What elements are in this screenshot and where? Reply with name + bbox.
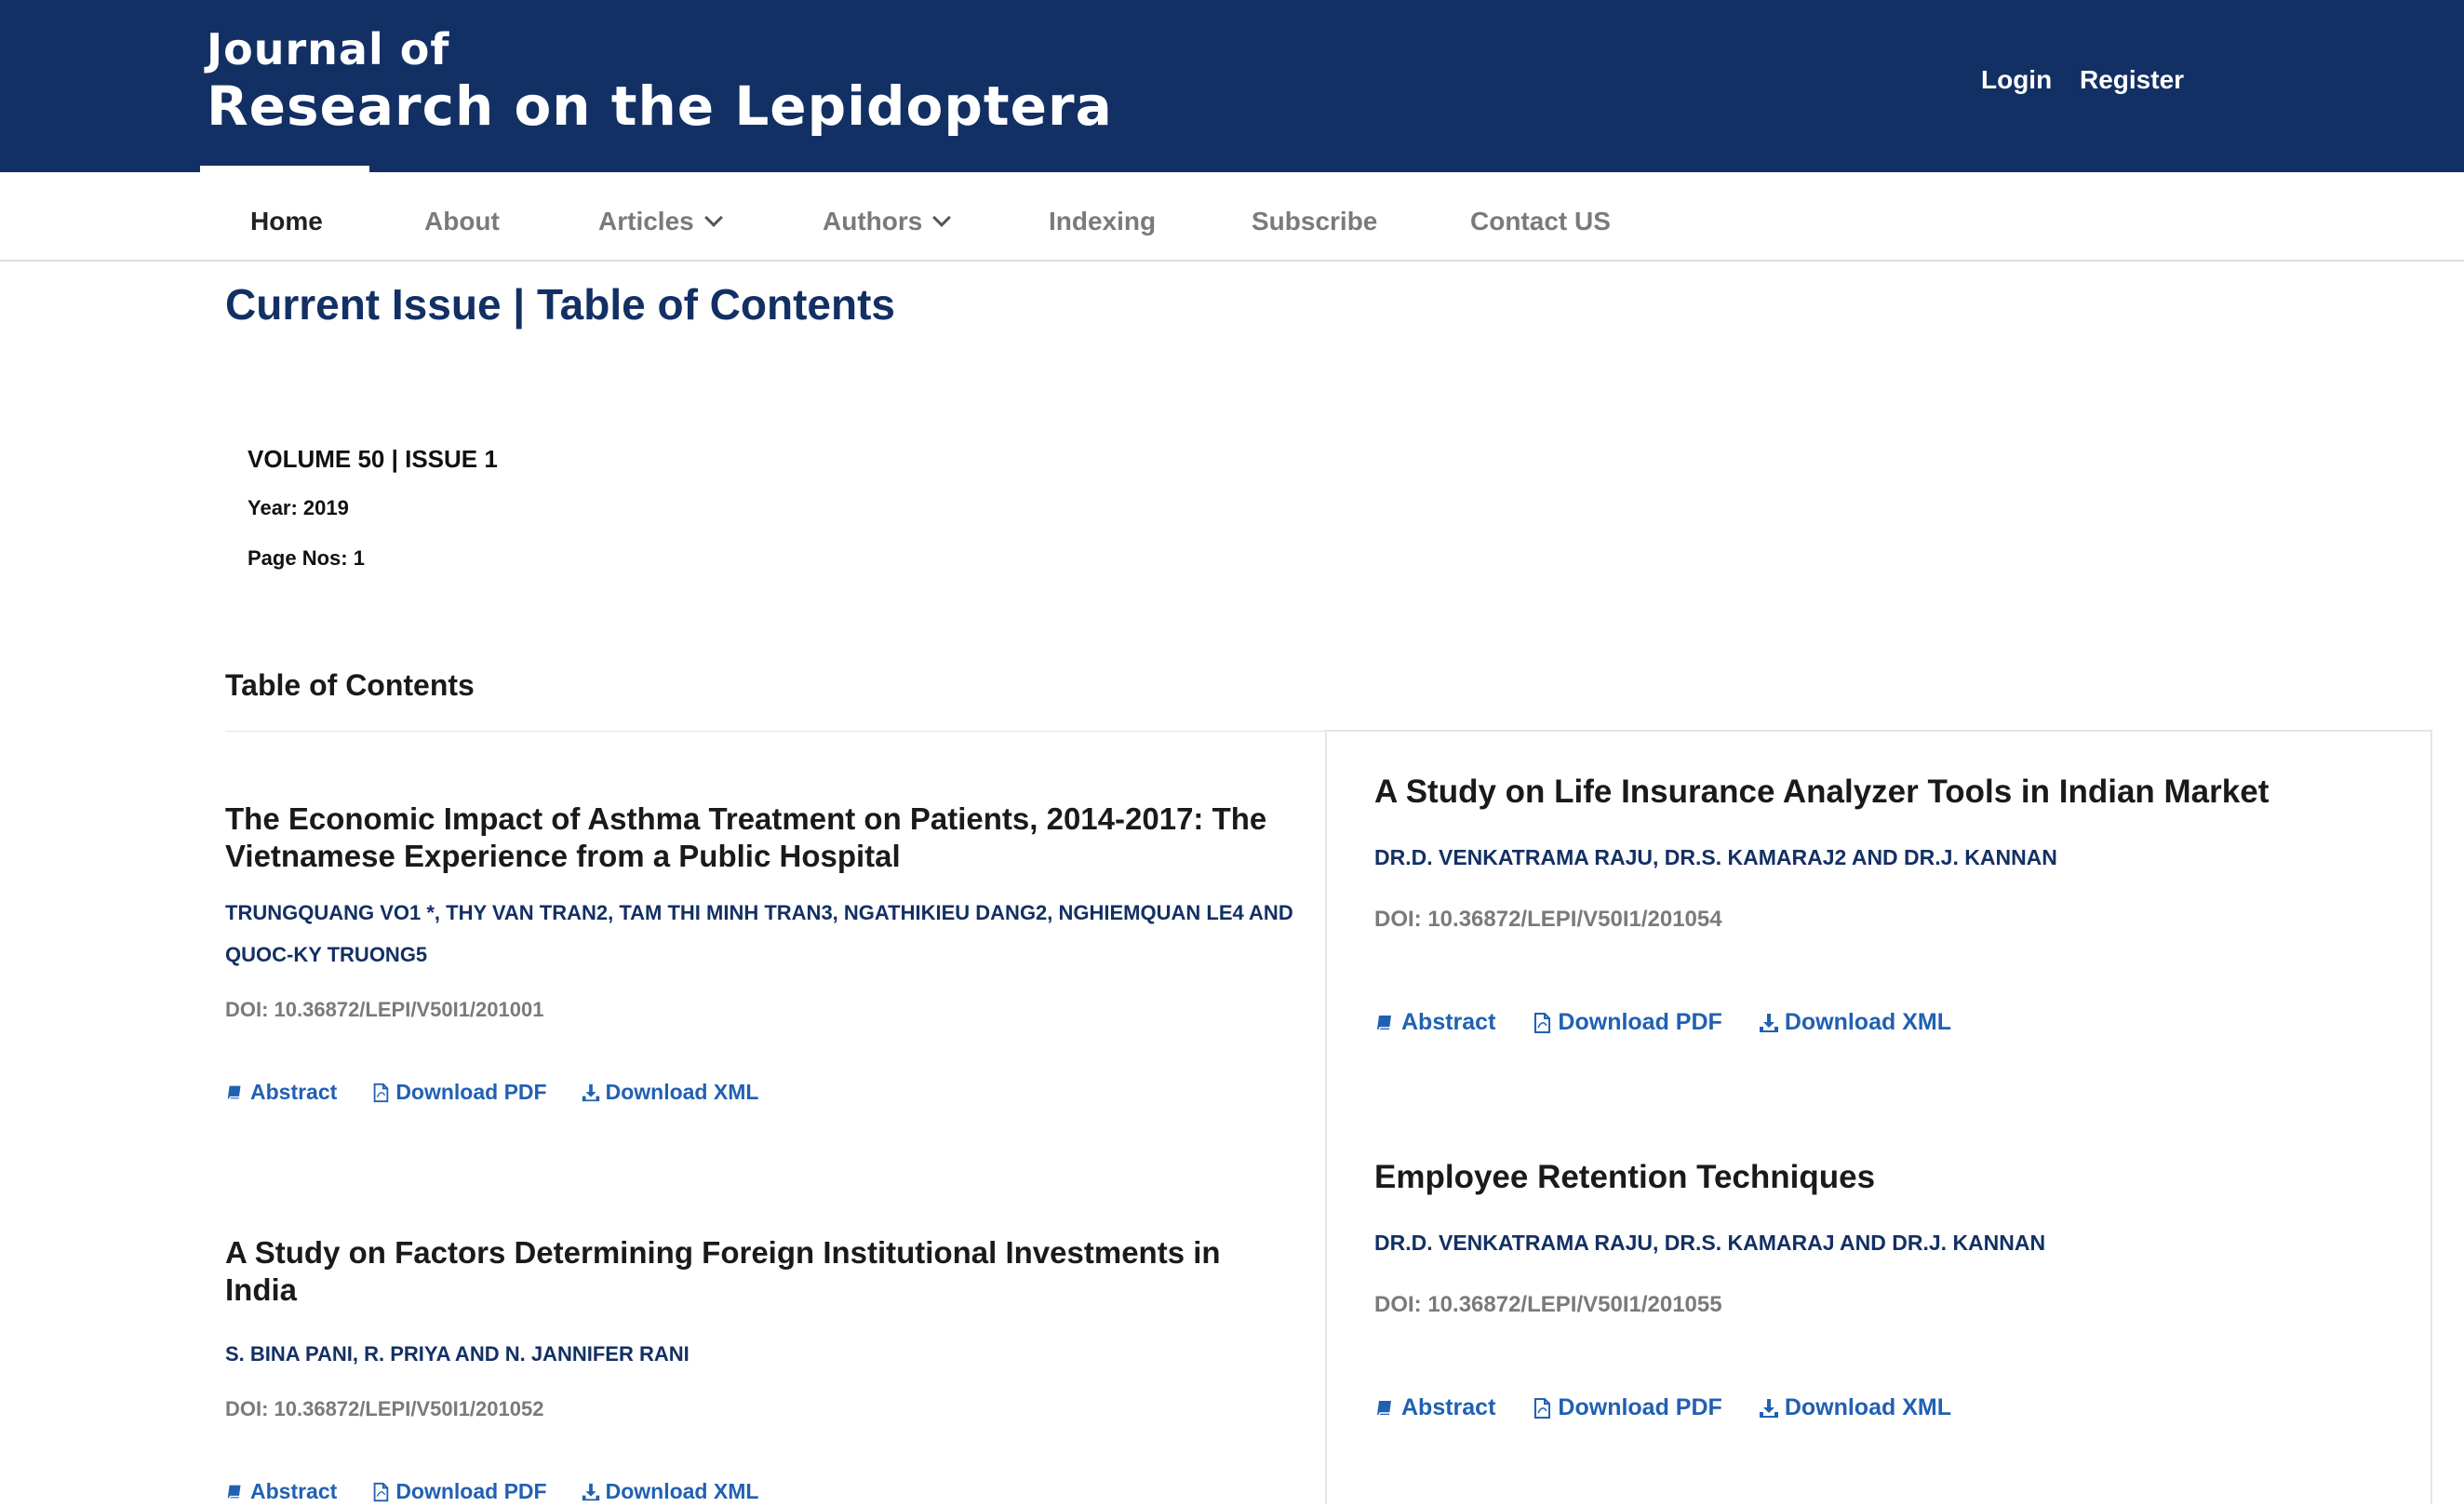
download-pdf-label: Download PDF <box>395 1479 547 1503</box>
download-pdf-link[interactable] <box>370 1080 546 1105</box>
article-authors: DR.D. VENKATRAMA RAJU, DR.S. KAMARAJ2 AND DR.J. KANNAN <box>1374 845 2057 869</box>
abstract-label: Abstract <box>1401 1394 1496 1420</box>
article-doi: DOI: 10.36872/LEPI/V50I1/201055 <box>1374 1292 1722 1317</box>
journal-logo[interactable] <box>207 22 1113 136</box>
book-icon <box>1374 1012 1397 1034</box>
issue-year: Year: 2019 <box>248 496 349 519</box>
article-links <box>1374 1394 2407 1421</box>
nav-subscribe-label: Subscribe <box>1252 207 1378 235</box>
download-pdf-label: Download PDF <box>395 1080 547 1104</box>
download-xml-link[interactable] <box>1758 1009 1951 1036</box>
download-xml-label: Download XML <box>605 1080 759 1104</box>
article-card <box>225 801 1295 1105</box>
download-icon <box>581 1482 601 1502</box>
file-pdf-icon <box>370 1083 391 1103</box>
article-card <box>1374 1159 2407 1421</box>
nav-articles-label: Articles <box>598 207 694 235</box>
abstract-link[interactable] <box>1374 1394 1495 1421</box>
download-icon <box>1758 1012 1780 1034</box>
article-doi: DOI: 10.36872/LEPI/V50I1/201001 <box>225 998 544 1021</box>
nav-indexing-label: Indexing <box>1049 207 1157 235</box>
download-icon <box>1758 1397 1780 1420</box>
download-xml-label: Download XML <box>605 1479 759 1503</box>
book-icon <box>225 1482 246 1502</box>
register-link[interactable]: Register <box>2080 65 2185 94</box>
download-pdf-label: Download PDF <box>1558 1394 1722 1420</box>
download-pdf-link[interactable] <box>1531 1394 1721 1421</box>
main-nav <box>0 172 2464 262</box>
page-title: Current Issue | Table of Contents <box>225 280 895 329</box>
article-title[interactable]: The Economic Impact of Asthma Treatment on Patients, 2014-2017: The Vietnamese Experience from a Public Hospital <box>225 801 1267 873</box>
toc-divider <box>225 731 1326 732</box>
abstract-link[interactable] <box>1374 1009 1495 1036</box>
article-links <box>225 1080 1295 1105</box>
download-icon <box>581 1083 601 1103</box>
chevron-down-icon <box>704 209 723 227</box>
download-xml-link[interactable] <box>581 1080 759 1105</box>
article-links <box>225 1479 1295 1504</box>
abstract-link[interactable] <box>225 1479 337 1504</box>
article-title[interactable]: A Study on Life Insurance Analyzer Tools in Indian Market <box>1374 774 2270 810</box>
nav-about-label: About <box>424 207 500 235</box>
login-link[interactable]: Login <box>1981 65 2053 94</box>
file-pdf-icon <box>370 1482 391 1502</box>
nav-authors-label: Authors <box>823 207 923 235</box>
download-xml-link[interactable] <box>581 1479 759 1504</box>
file-pdf-icon <box>1531 1012 1553 1034</box>
article-links <box>1374 1009 2407 1036</box>
article-card <box>225 1234 1295 1504</box>
site-header <box>0 0 2464 172</box>
logo-line-2: Research on the Lepidoptera <box>207 74 1113 138</box>
issue-pages: Page Nos: 1 <box>248 546 365 570</box>
book-icon <box>225 1083 246 1103</box>
abstract-label: Abstract <box>250 1479 338 1503</box>
book-icon <box>1374 1397 1397 1420</box>
download-pdf-label: Download PDF <box>1558 1009 1722 1035</box>
article-title[interactable]: A Study on Factors Determining Foreign Institutional Investments in India <box>225 1235 1221 1307</box>
nav-contact[interactable] <box>1470 172 1611 260</box>
download-xml-link[interactable] <box>1758 1394 1951 1421</box>
logo-line-1: Journal of <box>207 24 450 74</box>
toc-heading: Table of Contents <box>225 668 475 702</box>
abstract-label: Abstract <box>1401 1009 1496 1035</box>
issue-volume: VOLUME 50 | ISSUE 1 <box>248 445 498 473</box>
nav-home-label: Home <box>250 207 323 235</box>
download-pdf-link[interactable] <box>370 1479 546 1504</box>
nav-authors[interactable] <box>823 172 948 260</box>
abstract-label: Abstract <box>250 1080 338 1104</box>
download-xml-label: Download XML <box>1784 1394 1951 1420</box>
nav-articles[interactable] <box>598 172 720 260</box>
chevron-down-icon <box>932 209 951 227</box>
nav-contact-label: Contact US <box>1470 207 1611 235</box>
download-pdf-link[interactable] <box>1531 1009 1721 1036</box>
article-doi: DOI: 10.36872/LEPI/V50I1/201054 <box>1374 907 1722 932</box>
article-authors: S. BINA PANI, R. PRIYA AND N. JANNIFER RANI <box>225 1342 690 1366</box>
article-card <box>1374 774 2407 1036</box>
file-pdf-icon <box>1531 1397 1553 1420</box>
active-nav-indicator <box>200 166 369 172</box>
nav-about[interactable] <box>424 172 500 260</box>
nav-home[interactable] <box>250 172 323 260</box>
nav-subscribe[interactable] <box>1252 172 1377 260</box>
article-authors: TRUNGQUANG VO1 *, THY VAN TRAN2, TAM THI MINH TRAN3, NGATHIKIEU DANG2, NGHIEMQUAN LE4 AND QUOC-KY TRUONG5 <box>225 901 1293 966</box>
abstract-link[interactable] <box>225 1080 337 1105</box>
article-doi: DOI: 10.36872/LEPI/V50I1/201052 <box>225 1397 544 1420</box>
download-xml-label: Download XML <box>1784 1009 1951 1035</box>
nav-indexing[interactable] <box>1049 172 1156 260</box>
article-title[interactable]: Employee Retention Techniques <box>1374 1159 1876 1195</box>
article-authors: DR.D. VENKATRAMA RAJU, DR.S. KAMARAJ AND DR.J. KANNAN <box>1374 1231 2046 1255</box>
